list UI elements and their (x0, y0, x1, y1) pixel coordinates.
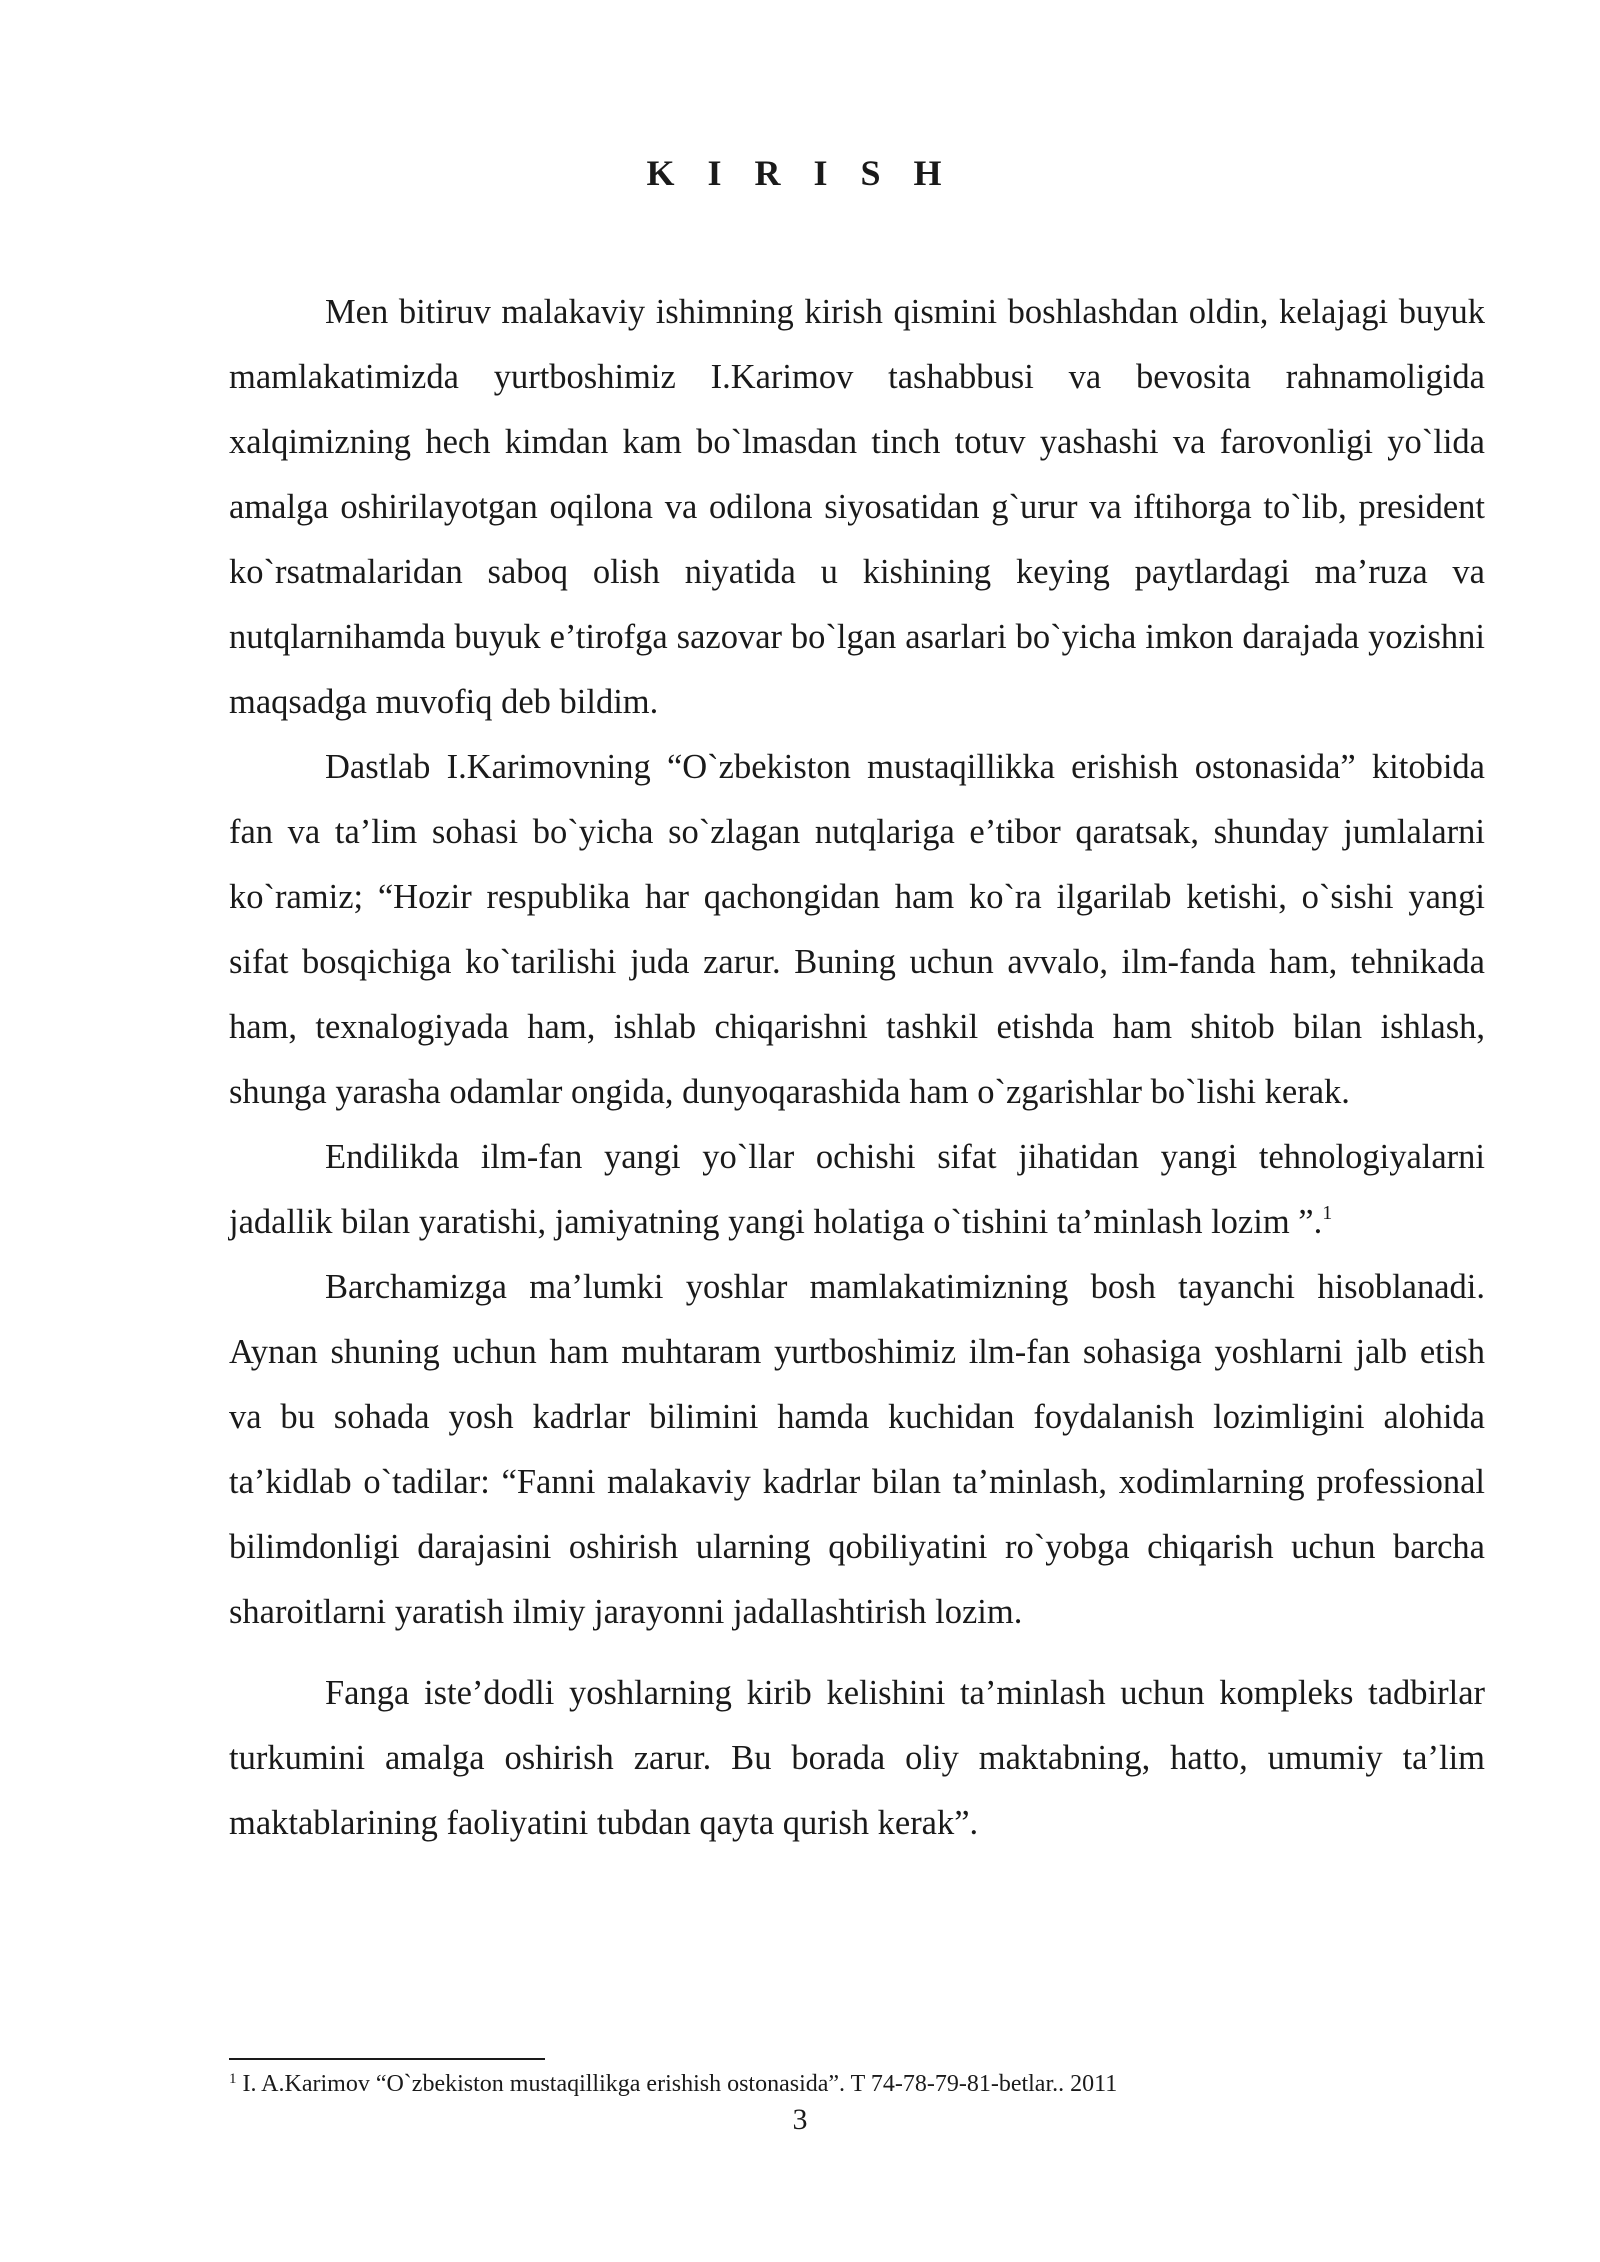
footnote-marker: 1 (229, 2071, 237, 2087)
paragraph-5: Fanga iste’dodli yoshlarning kirib kelishini ta’minlash uchun kompleks tadbirlar turkumini amalga oshirish zarur. Bu borada oliy maktabning, hatto, umumiy ta’lim maktablarining faoliyatini tubdan qayta qurish kerak”. (229, 1674, 1485, 1842)
page-title: K I R I S H (646, 153, 954, 193)
footnote-reference[interactable]: 1 (1322, 1202, 1333, 1224)
paragraph-3-text: Endilikda ilm-fan yangi yo`llar ochishi sifat jihatidan yangi tehnologiyalarni jadallik bilan yaratishi, jamiyatning yangi holatiga o`tishini ta’minlash lozim ”. (229, 1138, 1485, 1241)
footnote (229, 2069, 1485, 2099)
footnote-separator (229, 2058, 545, 2060)
page-number: 3 (792, 2103, 808, 2136)
paragraph-3 (229, 1125, 1485, 1255)
footnote-text: I. A.Karimov “O`zbekiston mustaqillikga erishish ostonasida”. T 74-78-79-81-betlar.. 2011 (242, 2071, 1118, 2097)
paragraph-4: Barchamizga ma’lumki yoshlar mamlakatimizning bosh tayanchi hisoblanadi. Aynan shuning uchun ham muhtaram yurtboshimiz ilm-fan sohasiga yoshlarni jalb etish va bu sohada yosh kadrlar bilimini hamda kuchidan foydalanish lozimligini alohida ta’kidlab o`tadilar: “Fanni malakaviy kadrlar bilan ta’minlash, xodimlarning professional bilimdonligi darajasini oshirish ularning qobiliyatini ro`yobga chiqarish uchun barcha sharoitlarni yaratish ilmiy jarayonni jadallashtirish lozim. (229, 1268, 1485, 1631)
body-text (229, 280, 1485, 1856)
paragraph-2: Dastlab I.Karimovning “O`zbekiston mustaqillikka erishish ostonasida” kitobida fan va ta’lim sohasi bo`yicha so`zlagan nutqlariga e’tibor qaratsak, shunday jumlalarni ko`ramiz; “Hozir respublika har qachongidan ham ko`ra ilgarilab ketishi, o`sishi yangi sifat bosqichiga ko`tarilishi juda zarur. Buning uchun avvalo, ilm-fanda ham, tehnikada ham, texnalogiyada ham, ishlab chiqarishni tashkil etishda ham shitob bilan ishlash, shunga yarasha odamlar ongida, dunyoqarashida ham o`zgarishlar bo`lishi kerak. (229, 748, 1485, 1111)
paragraph-1: Men bitiruv malakaviy ishimning kirish qismini boshlashdan oldin, kelajagi buyuk mamlakatimizda yurtboshimiz I.Karimov tashabbusi va bevosita rahnamoligida xalqimizning hech kimdan kam bo`lmasdan tinch totuv yashashi va farovonligi yo`lida amalga oshirilayotgan oqilona va odilona siyosatidan g`urur va iftihorga to`lib, president ko`rsatmalaridan saboq olish niyatida u kishining keying paytlardagi ma’ruza va nutqlarnihamda buyuk e’tirofga sazovar bo`lgan asarlari bo`yicha imkon darajada yozishni maqsadga muvofiq deb bildim. (229, 293, 1485, 721)
